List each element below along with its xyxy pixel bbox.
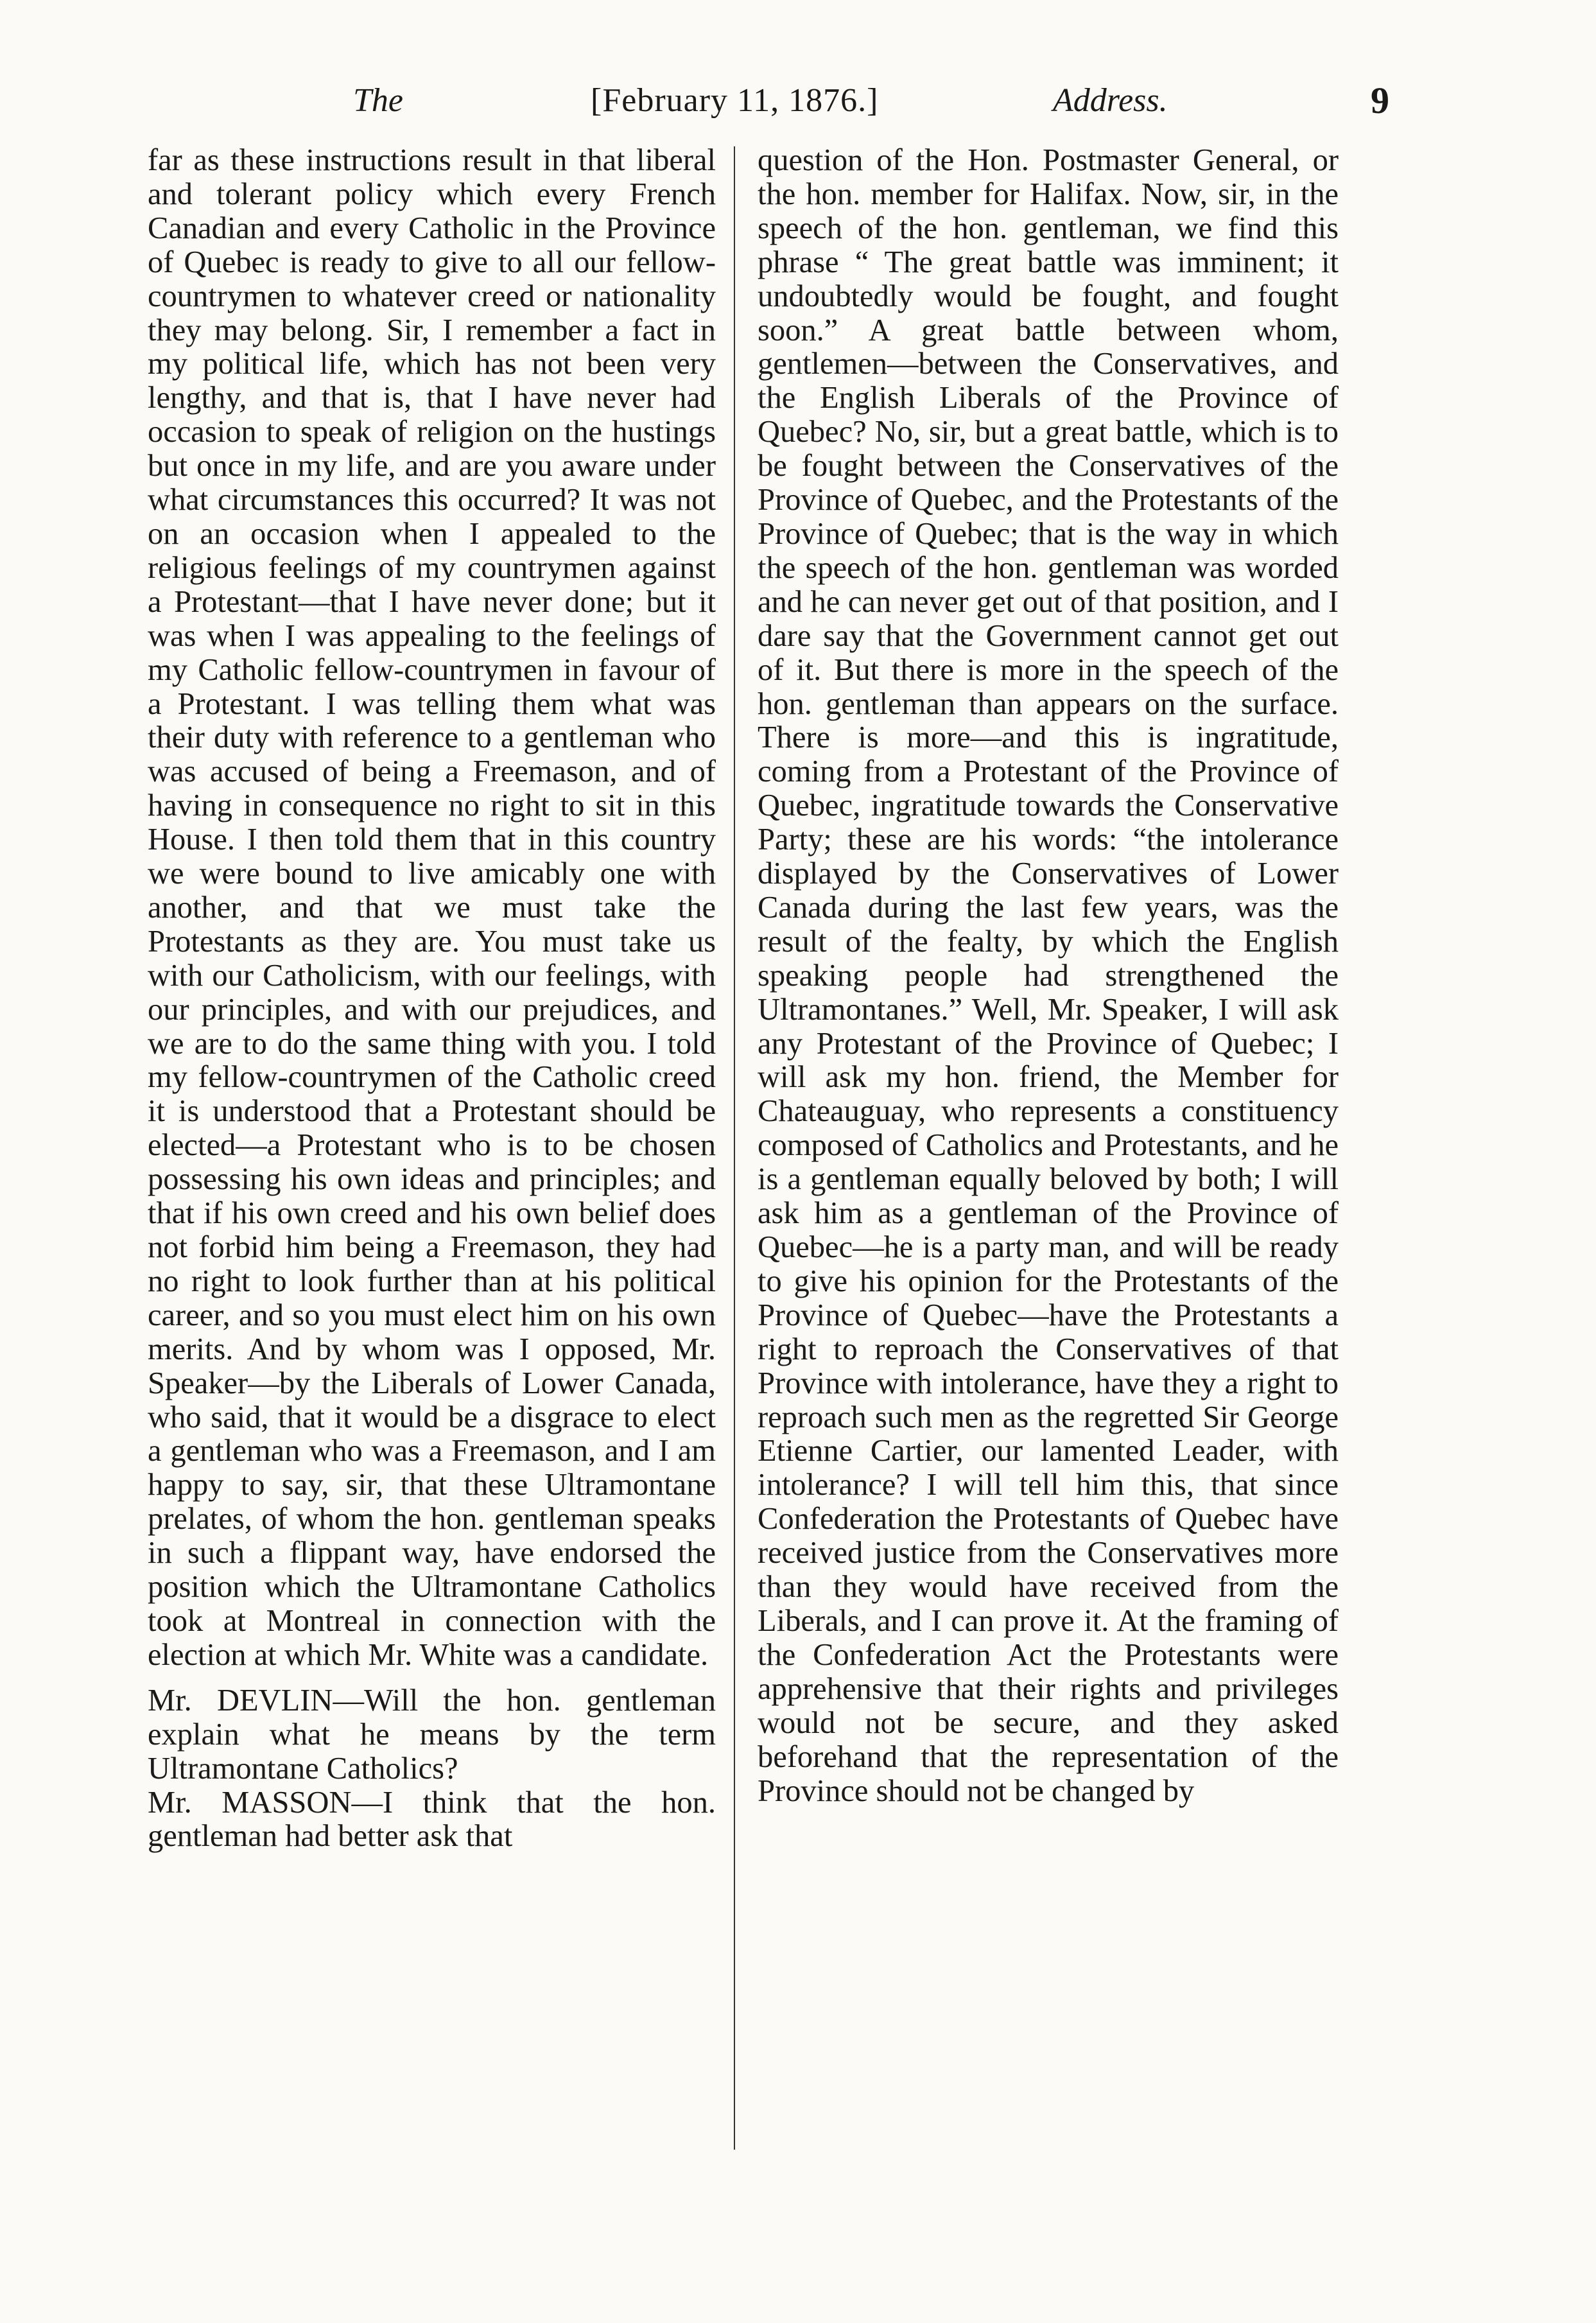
column-divider xyxy=(734,146,735,2150)
left-paragraph-2 xyxy=(148,1684,716,1786)
running-header xyxy=(148,72,1438,130)
header-right: Address. xyxy=(1053,82,1168,119)
left-paragraph-1: far as these instructions result in that liberal and tolerant policy which every French Canadian and every Catholic in the Province of Quebec is ready to give to all our fellow-countrymen to whatever creed or nationality they may belong. Sir, I remember a fact in my political life, which has not been very lengthy, and that is, that I have never had occasion to speak of religion on the hustings but once in my life, and are you aware under what circumstances this occurred? It was not on an occasion when I appealed to the religious feelings of my countrymen against a Protestant—that I have never done; but it was when I was appealing to the feelings of my Catholic fellow-countrymen in favour of a Protestant. I was telling them what was their duty with reference to a gentleman who was accused of being a Freemason, and of having in consequence no right to sit in this House. I then told them that in this country we were bound to live amicably one with another, and that we must take the Protestants as they are. You must take us with our Catholicism, with our feelings, with our principles, and with our prejudices, and we are to do the same thing with you. I told my fellow-countrymen of the Catholic creed it is understood that a Protestant should be elected—a Protestant who is to be chosen possessing his own ideas and principles; and that if his own creed and his own belief does not forbid him being a Freemason, they had no right to look further than at his political career, and so you must elect him on his own merits. And by whom was I opposed, Mr. Speaker—by the Liberals of Lower Canada, who said, that it would be a disgrace to elect a gentleman who was a Freemason, and I am happy to say, sir, that these Ultramontane prelates, of whom the hon. gentleman speaks in such a flippant way, have endorsed the position which the Ultramontane Catholics took at Montreal in connection with the election at which Mr. White was a candidate. xyxy=(148,144,716,1672)
speaker-name: Mr. MASSON xyxy=(148,1785,352,1820)
header-left: The xyxy=(353,82,403,119)
right-paragraph-1: question of the Hon. Postmaster General, or the hon. member for Halifax. Now, sir, in the speech of the hon. gentleman, we find this phrase “ The great battle was imminent; it undoubtedly would be fought, and fought soon.” A great battle between whom, gentlemen—between the Conservatives, and the English Liberals of the Province of Quebec? No, sir, but a great battle, which is to be fought between the Conservatives of the Province of Quebec, and the Protestants of the Province of Quebec; that is the way in which the speech of the hon. gentleman was worded and he can never get out of that position, and I dare say that the Government cannot get out of it. But there is more in the speech of the hon. gentleman than appears on the surface. There is more—and this is ingratitude, coming from a Protestant of the Province of Quebec, ingratitude towards the Conservative Party; these are his words: “the intolerance displayed by the Conservatives of Lower Canada during the last few years, was the result of the fealty, by which the English speaking people had strengthened the Ultramontanes.” Well, Mr. Speaker, I will ask any Protestant of the Province of Quebec; I will ask my hon. friend, the Member for Chateauguay, who represents a constituency composed of Catholics and Protestants, and he is a gentleman equally beloved by both; I will ask him as a gentleman of the Province of Quebec—he is a party man, and will be ready to give his opinion for the Protestants of the Province of Quebec—have the Protestants a right to reproach the Conservatives of that Province with intolerance, have they a right to reproach such men as the regretted Sir George Etienne Cartier, our lamented Leader, with intolerance? I will tell him this, that since Confederation the Protestants of Quebec have received justice from the Conservatives more than they would have received from the Liberals, and I can prove it. At the framing of the Confederation Act the Protestants were apprehensive that their rights and privileges would not be secure, and they asked beforehand that the representation of the Province should not be changed by xyxy=(758,144,1339,1808)
left-column xyxy=(148,144,716,2205)
speaker-name: Mr. DEVLIN xyxy=(148,1683,333,1718)
left-paragraph-3 xyxy=(148,1786,716,1854)
header-date: [February 11, 1876.] xyxy=(591,82,879,119)
page-number: 9 xyxy=(1371,80,1389,121)
right-column xyxy=(758,144,1339,2205)
speech-text: —Will the hon. gentleman explain what he means by the term Ultramontane Catholics? xyxy=(148,1683,716,1786)
speech-text: —I think that the hon. gentleman had better ask that xyxy=(148,1785,716,1854)
